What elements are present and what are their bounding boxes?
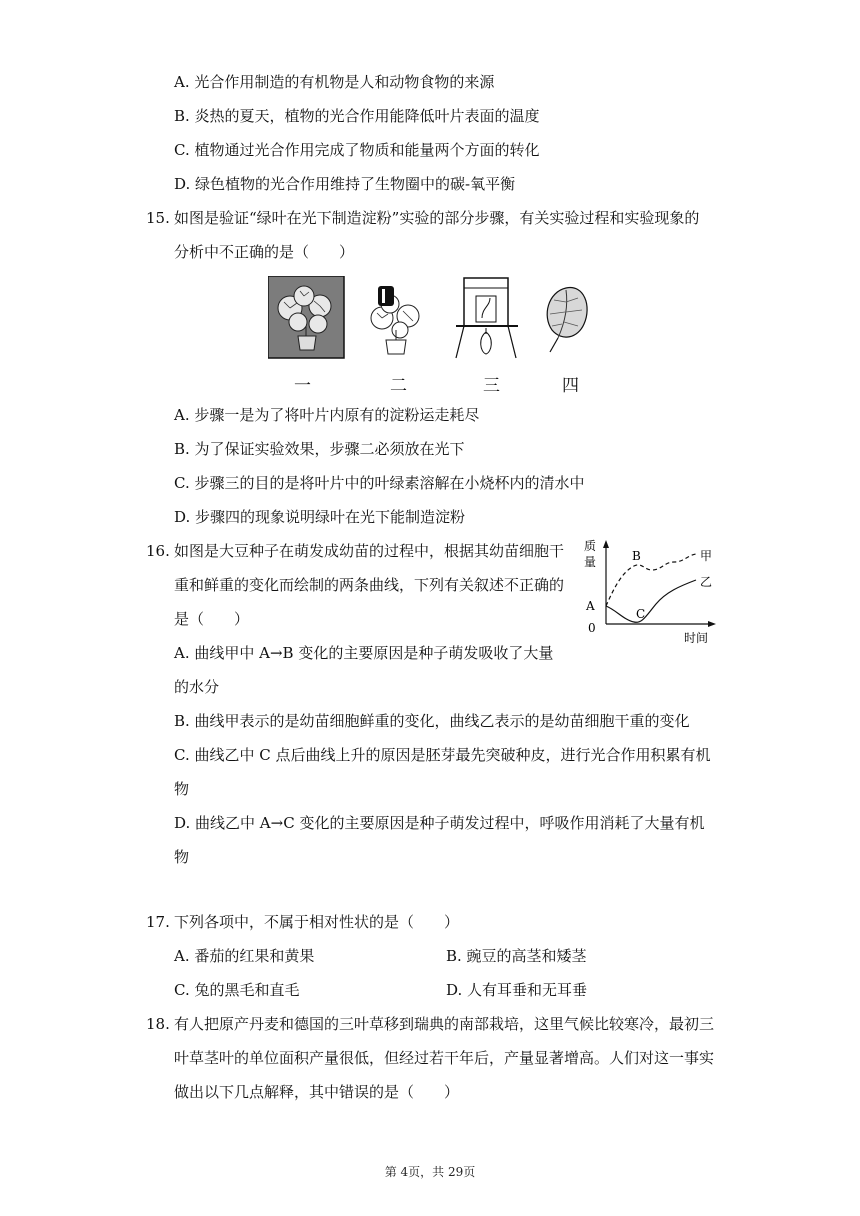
x-axis-arrow [708,621,716,627]
y-label-1: 质 [584,539,597,553]
q16-curve-figure [580,536,720,646]
q17-option-d: D. 人有耳垂和无耳垂 [446,981,588,999]
curve-yi [606,580,696,622]
q16-option-b: B. 曲线甲表示的是幼苗细胞鲜重的变化，曲线乙表示的是幼苗细胞干重的变化 [174,712,690,730]
x-label: 时间 [684,631,709,645]
q15-figure-label-3: 三 [483,376,500,396]
point-a-label: A [586,599,595,613]
point-c-label: C [636,607,646,621]
origin-label: 0 [588,621,596,635]
q18-stem-line1: 有人把原产丹麦和德国的三叶草移到瑞典的南部栽培，这里气候比较寒冷，最初三 [174,1015,715,1033]
q15-option-c: C. 步骤三的目的是将叶片中的叶绿素溶解在小烧杯内的清水中 [174,474,585,492]
q14-option-d: D. 绿色植物的光合作用维持了生物圈中的碳-氧平衡 [174,175,516,193]
q16-number: 16. [146,542,170,560]
y-label-2: 量 [584,555,597,569]
step3-water-bath-image [456,278,518,358]
q15-option-d: D. 步骤四的现象说明绿叶在光下能制造淀粉 [174,508,466,526]
q15-stem-line1: 如图是验证“绿叶在光下制造淀粉”实验的部分步骤，有关实验过程和实验现象的 [174,209,700,227]
q17-number: 17. [146,913,170,931]
q15-figure [268,276,598,360]
q18-stem-line3: 做出以下几点解释，其中错误的是（ ） [174,1083,460,1101]
q16-option-d-line1: D. 曲线乙中 A→C 变化的主要原因是种子萌发过程中，呼吸作用消耗了大量有机 [174,814,705,832]
q16-option-c-line1: C. 曲线乙中 C 点后曲线上升的原因是胚芽最先突破种皮，进行光合作用积累有机 [174,746,711,764]
q15-number: 15. [146,209,170,227]
q17-option-c: C. 兔的黑毛和直毛 [174,981,300,999]
q15-figure-label-4: 四 [562,376,579,396]
q16-stem-line3: 是（ ） [174,610,250,628]
q18-number: 18. [146,1015,170,1033]
q17-stem: 下列各项中，不属于相对性状的是（ ） [174,913,460,931]
q14-option-c: C. 植物通过光合作用完成了物质和能量两个方面的转化 [174,141,540,159]
q15-option-a: A. 步骤一是为了将叶片内原有的淀粉运走耗尽 [174,406,480,424]
q15-option-b: B. 为了保证实验效果，步骤二必须放在光下 [174,440,465,458]
q17-option-b: B. 豌豆的高茎和矮茎 [446,947,587,965]
page-footer: 第 4页，共 29页 [384,1165,476,1179]
q14-option-a: A. 光合作用制造的有机物是人和动物食物的来源 [174,73,495,91]
q16-option-c-line2: 物 [174,780,190,798]
point-b-label: B [632,549,641,563]
q17-option-a: A. 番茄的红果和黄果 [174,947,315,965]
step2-covered-leaf-plant-image [371,286,419,354]
series-jia-label: 甲 [700,549,713,563]
q15-figure-label-1: 一 [294,376,311,396]
step1-dark-plant-image [268,276,344,358]
y-axis-arrow [603,540,609,548]
q15-figure-label-2: 二 [390,376,407,396]
q18-stem-line2: 叶草茎叶的单位面积产量很低，但经过若干年后，产量显著增高。人们对这一事实 [174,1049,715,1067]
curve-jia [606,554,696,606]
q16-stem-line1: 如图是大豆种子在萌发成幼苗的过程中，根据其幼苗细胞干 [174,542,565,560]
series-yi-label: 乙 [700,575,713,589]
q15-stem-line2: 分析中不正确的是（ ） [174,243,355,261]
q16-stem-line2: 重和鲜重的变化而绘制的两条曲线，下列有关叙述不正确的 [174,576,565,594]
step4-stained-leaf-image [547,288,587,352]
q16-option-a-line1: A. 曲线甲中 A→B 变化的主要原因是种子萌发吸收了大量 [174,644,554,662]
q16-option-a-line2: 的水分 [174,678,220,696]
q16-option-d-line2: 物 [174,848,190,866]
q14-option-b: B. 炎热的夏天，植物的光合作用能降低叶片表面的温度 [174,107,540,125]
